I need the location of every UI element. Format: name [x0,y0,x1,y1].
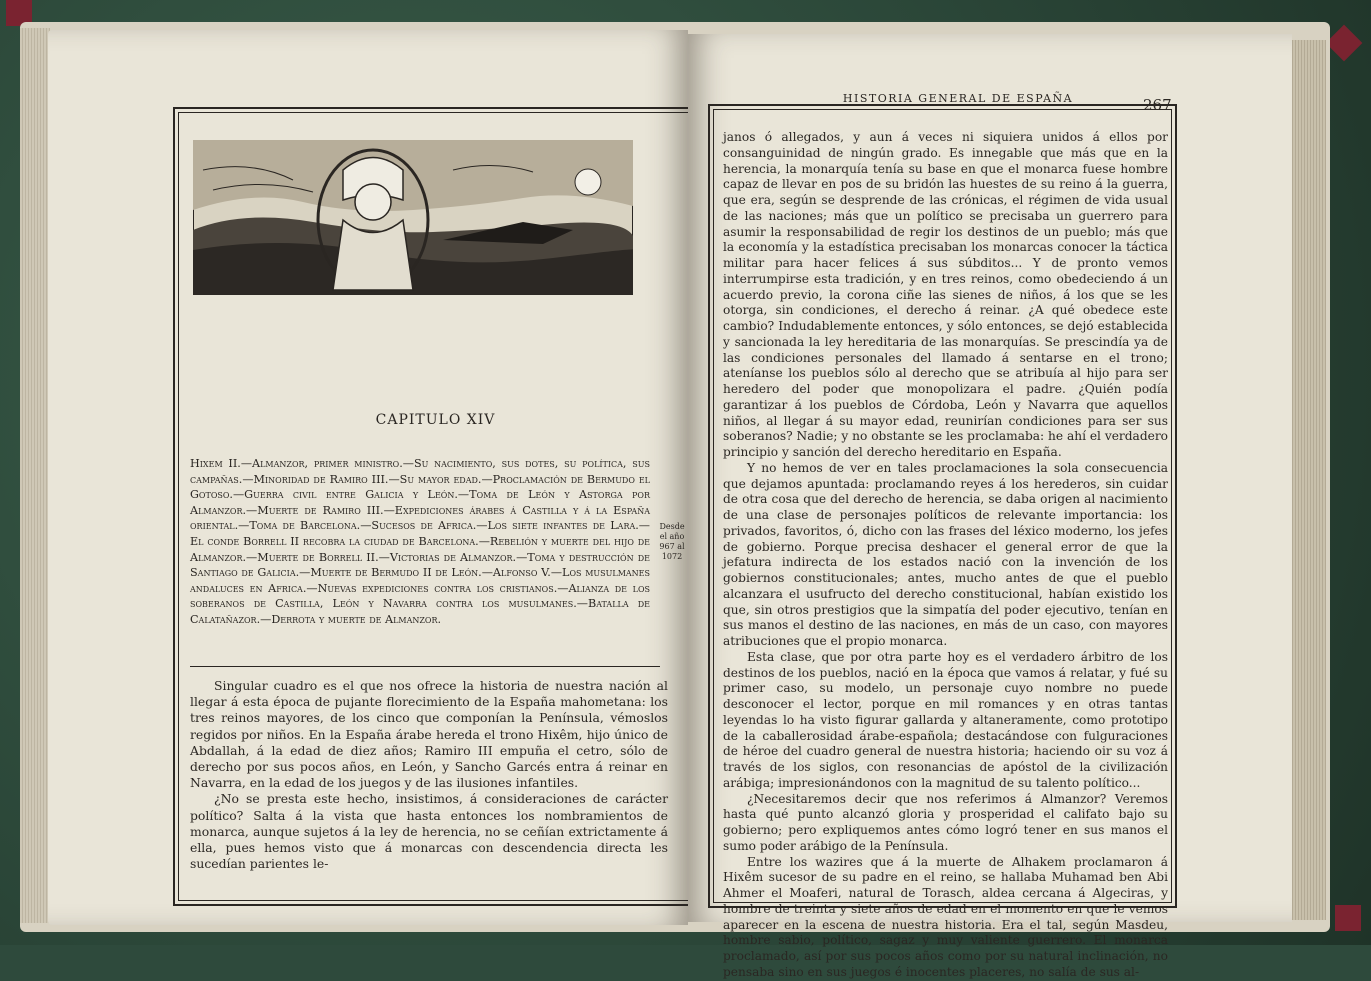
paragraph: Entre los wazires que á la muerte de Alhakem proclamaron á Hixêm sucesor de su padre en el reino, se hallaba Muhamad ben Abi Ahmer el Moaferi, natural de Torasch, aldea cercana á Algeciras, y hombre de treinta y siete años de edad en el momento en que le vemos aparecer en la escena de nuestra historia. Era el tal, según Masdeu, hombre sabio, político, sagaz y muy valiente guerrero. El monarca proclamado, así por sus pocos años como por su natural inclinación, no pensaba sino en sus juegos é inocentes placeres, no salía de sus al- [723,854,1168,979]
right-page [688,34,1292,979]
chapter-summary: Hixem II.—Almanzor, primer ministro.—Su nacimiento, sus dotes, su política, sus campañas.—Minoridad de Ramiro III.—Su mayor edad.—Proclamación de Bermudo el Gotoso.—Guerra civil entre Galicia y León.—Toma de León y Astorga por Almanzor.—Muerte de Ramiro III.—Expediciones árabes á Castilla y á la España oriental.—Toma de Barcelona.—Sucesos de Africa.—Los siete infantes de Lara.—El conde Borrell II recobra la ciudad de Barcelona.—Rebelión y muerte del hijo de Almanzor.—Muerte de Borrell II.—Victorias de Almanzor.—Toma y destrucción de Santiago de Galicia.—Muerte de Bermudo II de León.—Alfonso V.—Los musulmanes andaluces en Africa.—Nuevas expediciones contra los cristianos.—Alianza de los soberanos de Castilla, León y Navarra contra los musulmanes.—Batalla de Calatañazor.—Derrota y muerte de Almanzor. [190,457,650,626]
divider [190,666,660,667]
body-text [190,678,668,872]
paragraph: Y no hemos de ver en tales proclamaciones la sola consecuencia que dejamos apuntada: proclamando reyes á los herederos, sin cuidar de otra cosa que del derecho de herencia, se daba origen al nacimiento de una clase de personajes políticos de relevante importancia: los privados, favoritos, ó, dicho con las frases del léxico moderno, los jefes de gobierno. Porque precisa deshacer el general error de que la jefatura indirecta de los estados nació con la invención de los gobiernos constitucionales; antes, mucho antes de que el pueblo alcanzara el usufructo del derecho constitucional, habían existido los que, sin otros prestigios que la simpatía del poder ejecutivo, tenían en sus manos el destino de las naciones, en más de un caso, con mayores atribuciones que el propio monarca. [723,460,1168,648]
cover-corner [1335,905,1361,931]
paragraph: janos ó allegados, y aun á veces ni siquiera unidos á ellos por consanguinidad de ningún grado. Es innegable que más que en la herencia, la monarquía tenía su base en que el monarca fuese hombre capaz de llevar en pos de su bridón las huestes de su reino á la guerra, que era, según se desprende de las crónicas, el régimen de vida usual de las naciones; más que un político se precisaba un guerrero para asumir la responsabilidad de regir los destinos de un pueblo; más que la economía y la estadística precisaban los monarcas conocer la táctica militar para hacer felices á sus súbditos... Y de pronto vemos interrumpirse esta tradición, y en tres reinos, como obedeciendo á un acuerdo previo, la corona ciñe las sienes de niños, á los que se les otorga, sin condiciones, el derecho á reinar. ¿A qué obedece este cambio? Indudablemente entonces, y sólo entonces, se dejó establecida y sancionada la ley hereditaria de las monarquías. Se prescindía ya de las condiciones personales del llamado á sentarse en el trono; ateníanse los pueblos sólo al derecho que se atribuía al hijo para ser heredero del poder que monopolizara el padre. ¿Quién podía garantizar á los pueblos de Córdoba, León y Navarra que aquellos niños, al llegar á su mayor edad, reunirían condiciones para ser sus soberanos? Nadie; y no obstante se les proclamaba: he ahí el verdadero principio y sanción del derecho hereditario en España. [723,130,1168,459]
chapter-illustration [193,140,633,295]
left-page [48,30,688,925]
paragraph: Esta clase, que por otra parte hoy es el verdadero árbitro de los destinos de los pueblos, nació en la época que vamos á relatar, y fué su primer caso, su modelo, un personaje cuyo nombre no puede desconocer el lector, porque en mil romances y en otras tantas leyendas lo ha visto figurar gallarda y altaneramente, como prototipo de la caballerosidad árabe-española; destacándose con fulguraciones de héroe del cuadro general de nuestra historia; haciendo oir su voz á través de los siglos, con resonancias de apóstol de la civilización arábiga; impresionándonos con la magnitud de su talento político... [723,649,1168,790]
paragraph: ¿No se presta este hecho, insistimos, á consideraciones de carácter político? Salta á la vista que hasta entonces los nombramientos de monarca, aunque sujetos á la ley de herencia, no se ceñían extrictamente á ella, pues hemos visto que á monarcas con descendencia directa les sucedían parientes le- [190,791,668,872]
page-edges [1290,40,1326,920]
running-head: HISTORIA GENERAL DE ESPAÑA [842,92,1074,105]
paragraph: ¿Necesitaremos decir que nos referimos á Almanzor? Veremos hasta qué punto alcanzó gloria y prosperidad el califato bajo su gobierno; pero expliquemos antes cómo logró tener en sus manos el sumo poder arábigo de la Península. [723,791,1168,853]
page-edges [20,28,50,923]
page-number: 267 [1143,96,1172,114]
paragraph: Singular cuadro es el que nos ofrece la historia de nuestra nación al llegar á esta época de pujante florecimiento de la España mahometana: los tres reinos mayores, de los cinco que componían la Península, vémoslos regidos por niños. En la España árabe hereda el trono Hixêm, hijo único de Abdallah, á la edad de diez años; Ramiro III empuña el cetro, sólo de derecho por sus pocos años, en León, y Sancho Garcés entra á reinar en Navarra, en la edad de los juegos y de las ilusiones infantiles. [190,678,668,791]
body-text [723,130,1168,981]
margin-note: Desde el año 967 al 1072 [659,522,685,561]
chapter-title: CAPITULO XIV [375,412,496,428]
